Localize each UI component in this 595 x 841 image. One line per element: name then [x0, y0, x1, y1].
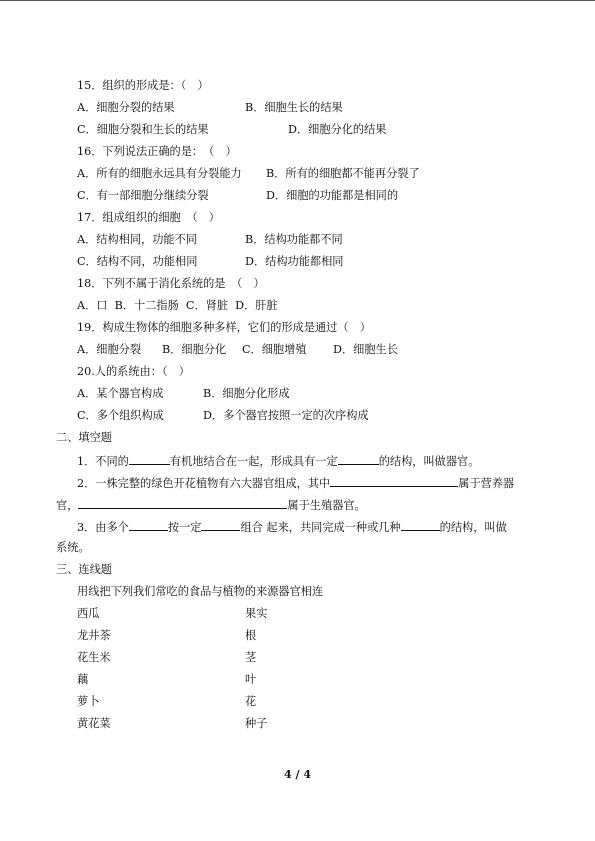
question-20-option-d: D．多个器官按照一定的次序构成: [203, 409, 369, 422]
answer-blank[interactable]: [129, 519, 168, 531]
organ-item[interactable]: 茎: [245, 651, 257, 664]
question-18-options: [77, 299, 278, 313]
question-18-option-a: A．口: [77, 299, 108, 312]
question-15-option-a: A．细胞分裂的结果: [77, 101, 175, 114]
question-15-option-c: C．细胞分裂和生长的结果: [77, 123, 209, 136]
organ-item[interactable]: 根: [245, 629, 257, 642]
food-item[interactable]: 萝卜: [77, 695, 100, 708]
fill-question-3-line-1: 3．由多个 按一定 组合 起来，共同完成一种或几种 的结构，叫做: [77, 521, 507, 534]
question-17-option-a: A．结构相同，功能不同: [77, 233, 197, 246]
question-19-stem: 19．构成生物体的细胞多种多样，它们的形成是通过（ ）: [77, 321, 371, 334]
question-15-option-b: B．细胞生长的结果: [245, 101, 343, 114]
question-16-option-a: A．所有的细胞永远具有分裂能力: [77, 167, 242, 180]
question-19-option-d: D．细胞生长: [333, 343, 398, 356]
page-number: 4 / 4: [284, 768, 311, 781]
question-16-stem: 16．下列说法正确的是： （ ）: [77, 145, 237, 158]
answer-blank[interactable]: [401, 519, 440, 531]
organ-item[interactable]: 叶: [245, 673, 257, 686]
matching-instruction: 用线把下列我们常吃的食品与植物的来源器官相连: [77, 585, 324, 598]
food-item[interactable]: 龙井茶: [77, 629, 111, 642]
food-item[interactable]: 花生米: [77, 651, 111, 664]
section-3-heading: 三、连线题: [56, 563, 112, 576]
question-17-stem: 17．组成组织的细胞 （ ）: [77, 211, 220, 224]
answer-blank[interactable]: [330, 475, 458, 487]
question-18-option-c: C．肾脏: [185, 299, 229, 312]
question-18-option-d: D．肝脏: [235, 299, 278, 312]
question-16-option-c: C．有一部细胞分继续分裂: [77, 189, 209, 202]
fill-question-2-line-1: 2．一株完整的绿色开花植物有六大器官组成，其中 属于营养器: [77, 477, 515, 490]
section-2-heading: 二、填空题: [56, 431, 112, 444]
organ-item[interactable]: 花: [245, 695, 257, 708]
question-16-option-b: B．所有的细胞都不能再分裂了: [266, 167, 420, 180]
question-20-option-a: A．某个器官构成: [77, 387, 164, 400]
question-18-stem: 18．下列不属于消化系统的是 （ ）: [77, 277, 265, 290]
question-17-option-c: C．结构不同，功能相同: [77, 255, 198, 268]
answer-blank[interactable]: [201, 519, 240, 531]
question-15-option-d: D．细胞分化的结果: [288, 123, 387, 136]
question-20-option-b: B．细胞分化形成: [203, 387, 290, 400]
question-20-option-c: C．多个组织构成: [77, 409, 164, 422]
answer-blank[interactable]: [129, 453, 170, 465]
answer-blank[interactable]: [78, 497, 287, 509]
question-16-option-d: D．细胞的功能都是相同的: [266, 189, 399, 202]
food-item[interactable]: 黄花菜: [77, 717, 111, 730]
page-top-border: [0, 0, 595, 1]
organ-item[interactable]: 种子: [245, 717, 268, 730]
food-item[interactable]: 藕: [77, 673, 89, 686]
fill-question-3-line-2: 系统。: [56, 541, 90, 554]
fill-question-2-line-2: 官， 属于生殖器官。: [56, 499, 366, 512]
question-18-option-b: B．十二指肠: [114, 299, 179, 312]
question-19-option-a: A．细胞分裂: [77, 343, 142, 356]
organ-item[interactable]: 果实: [245, 607, 268, 620]
question-15-stem: 15．组织的形成是：（ ）: [77, 79, 209, 92]
question-19-option-c: C．细胞增殖: [242, 343, 307, 356]
answer-blank[interactable]: [338, 453, 379, 465]
question-17-option-b: B．结构功能都不同: [245, 233, 343, 246]
fill-question-1: 1．不同的 有机地结合在一起，形成具有一定 的结构，叫做器官。: [77, 455, 480, 468]
question-17-option-d: D．结构功能都相同: [245, 255, 344, 268]
question-20-stem: 20.人的系统由：（ ）: [77, 365, 190, 378]
question-19-option-b: B．细胞分化: [162, 343, 227, 356]
food-item[interactable]: 西瓜: [77, 607, 100, 620]
